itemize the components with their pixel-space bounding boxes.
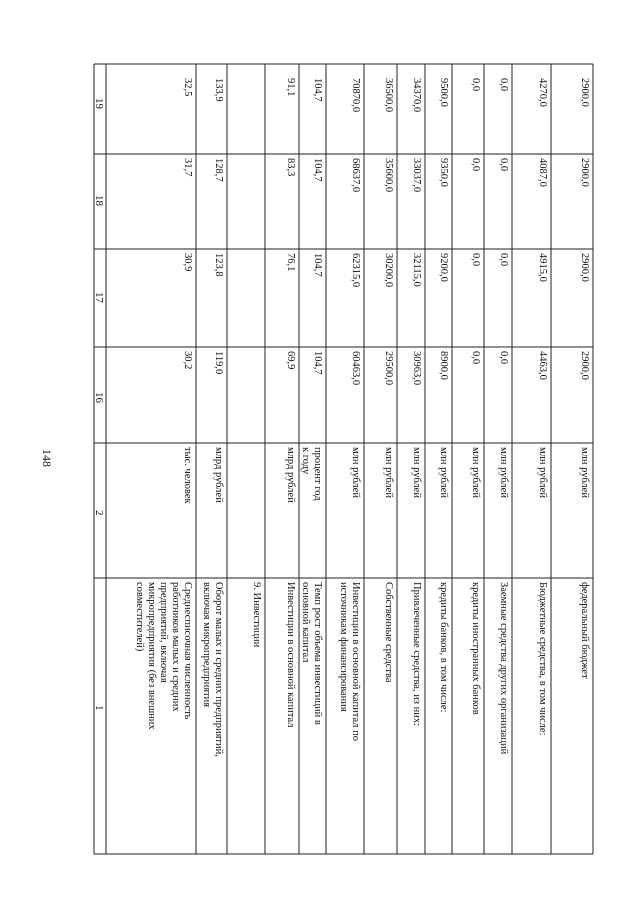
table-cell-v17-text: 104,7 (312, 253, 323, 277)
column-header-text: 1 (93, 705, 105, 711)
table-cell-v17-text: 30,9 (182, 253, 193, 272)
column-header-text: 2 (93, 510, 105, 516)
table-cell-unit-text: млн рублей (350, 447, 361, 498)
table-cell-v16-text: 69,9 (285, 351, 296, 370)
table-cell-name-text: Заемные средства других организаций (498, 582, 509, 755)
table-cell-v17-text: 0,0 (498, 253, 509, 267)
page-number: 148 (40, 449, 54, 467)
table-cell-name-text: Бюджетные средства, в том числе: (537, 582, 548, 736)
table-cell-v19-text: 133,9 (213, 78, 224, 102)
table-cell-v17-text: 0,0 (470, 253, 481, 267)
table-cell-v18-text: 9350,0 (438, 158, 449, 187)
table-cell-v17-text: 76,1 (285, 253, 296, 272)
table-cell-unit-text: млрд рублей (285, 447, 296, 503)
table-cell-v16-text: 4463,0 (537, 351, 548, 380)
table-cell-name-text: кредиты иностранных банков (470, 582, 481, 715)
table-cell-v19-text: 91,1 (285, 78, 296, 97)
table-cell-name-text: Среднесписочная численность работников малых и средних предприятий, включая микропредприятия (без внешних совместителей) (134, 582, 193, 730)
table-cell-name-text: кредиты банков, в том числе: (438, 582, 449, 713)
table-cell-name-text: Темп рост объема инвестиций в основной капитал (300, 582, 323, 725)
table-cell-v19-text: 34370,0 (411, 78, 422, 113)
table-cell-v17-text: 9200,0 (438, 253, 449, 282)
table-cell-name-text: Оборот малых и средних предприятий, включая микропредприятия (201, 582, 224, 757)
table-cell-v18-text: 104,7 (312, 158, 323, 182)
table-cell-v18-text: 68637,0 (350, 158, 361, 193)
table-cell-name-text: Инвестиции в основной капитал (285, 582, 296, 728)
table-cell-unit-text: млн рублей (470, 447, 481, 498)
table-cell-unit-text: млн рублей (438, 447, 449, 498)
column-header-text: 19 (93, 98, 105, 109)
table-cell-name-text: Инвестиции в основной капитал по источникам финансирования (338, 582, 361, 741)
table-cell-v18-text: 33037,0 (411, 158, 422, 193)
table-cell-unit-text: процент год к году (300, 447, 323, 501)
table-cell-unit-text: тыс. человек (182, 447, 193, 504)
table-cell-name-text: 9. Инвестиции (251, 582, 262, 648)
table-cell-v18-text: 128,7 (213, 158, 224, 182)
table-cell-name-text: Собственные средства (383, 582, 394, 683)
table-cell-unit-text: млн рублей (579, 447, 590, 498)
table-cell-v16-text: 119,0 (213, 351, 224, 375)
column-header-text: 16 (93, 392, 105, 403)
table-cell-unit-text: млн рублей (411, 447, 422, 498)
table-cell-v19-text: 0,0 (498, 78, 509, 92)
table-cell-v19-text: 0,0 (470, 78, 481, 92)
table-cell-v16-text: 60463,0 (350, 351, 361, 386)
table-cell-unit-text: млн рублей (537, 447, 548, 498)
table-cell-v19-text: 36500,0 (383, 78, 394, 113)
table-cell-v16-text: 0,0 (470, 351, 481, 365)
table-cell-v19-text: 104,7 (312, 78, 323, 102)
table-cell-v19-text: 4270,0 (537, 78, 548, 107)
table-cell-v17-text: 32115,0 (411, 253, 422, 287)
table-cell-v16-text: 104,7 (312, 351, 323, 375)
table-cell-v19-text: 2900,0 (579, 78, 590, 107)
table-cell-v18-text: 0,0 (470, 158, 481, 172)
table-cell-v18-text: 31,7 (182, 158, 193, 177)
table-cell-v17-text: 30200,0 (383, 253, 394, 288)
table-cell-v16-text: 2900,0 (579, 351, 590, 380)
table-cell-v16-text: 30963,0 (411, 351, 422, 386)
table-cell-v18-text: 35600,0 (383, 158, 394, 193)
table-cell-v18-text: 0,0 (498, 158, 509, 172)
table-cell-name-text: федеральный бюджет (579, 582, 590, 679)
table-cell-unit-text: млн рублей (498, 447, 509, 498)
table-cell-v16-text: 30,2 (182, 351, 193, 370)
column-header-text: 17 (93, 292, 105, 303)
column-header-text: 18 (93, 195, 105, 206)
table-cell-unit-text: млрд рублей (213, 447, 224, 503)
table-cell-v19-text: 70870,0 (350, 78, 361, 113)
table-cell-v17-text: 4915,0 (537, 253, 548, 282)
table-cell-v17-text: 2900,0 (579, 253, 590, 282)
table-cell-v16-text: 0,0 (498, 351, 509, 365)
table-cell-v18-text: 4087,0 (537, 158, 548, 187)
table-cell-unit-text: млн рублей (383, 447, 394, 498)
table-cell-v17-text: 62315,0 (350, 253, 361, 288)
table-cell-v16-text: 8900,0 (438, 351, 449, 380)
table-cell-v19-text: 9500,0 (438, 78, 449, 107)
table-cell-v18-text: 2900,0 (579, 158, 590, 187)
table-cell-v17-text: 123,8 (213, 253, 224, 277)
table-cell-name-text: Привлеченные средства, из них: (411, 582, 422, 726)
table-cell-v16-text: 29500,0 (383, 351, 394, 386)
table-cell-v19-text: 32,5 (182, 78, 193, 97)
table-cell-v18-text: 83,3 (285, 158, 296, 177)
